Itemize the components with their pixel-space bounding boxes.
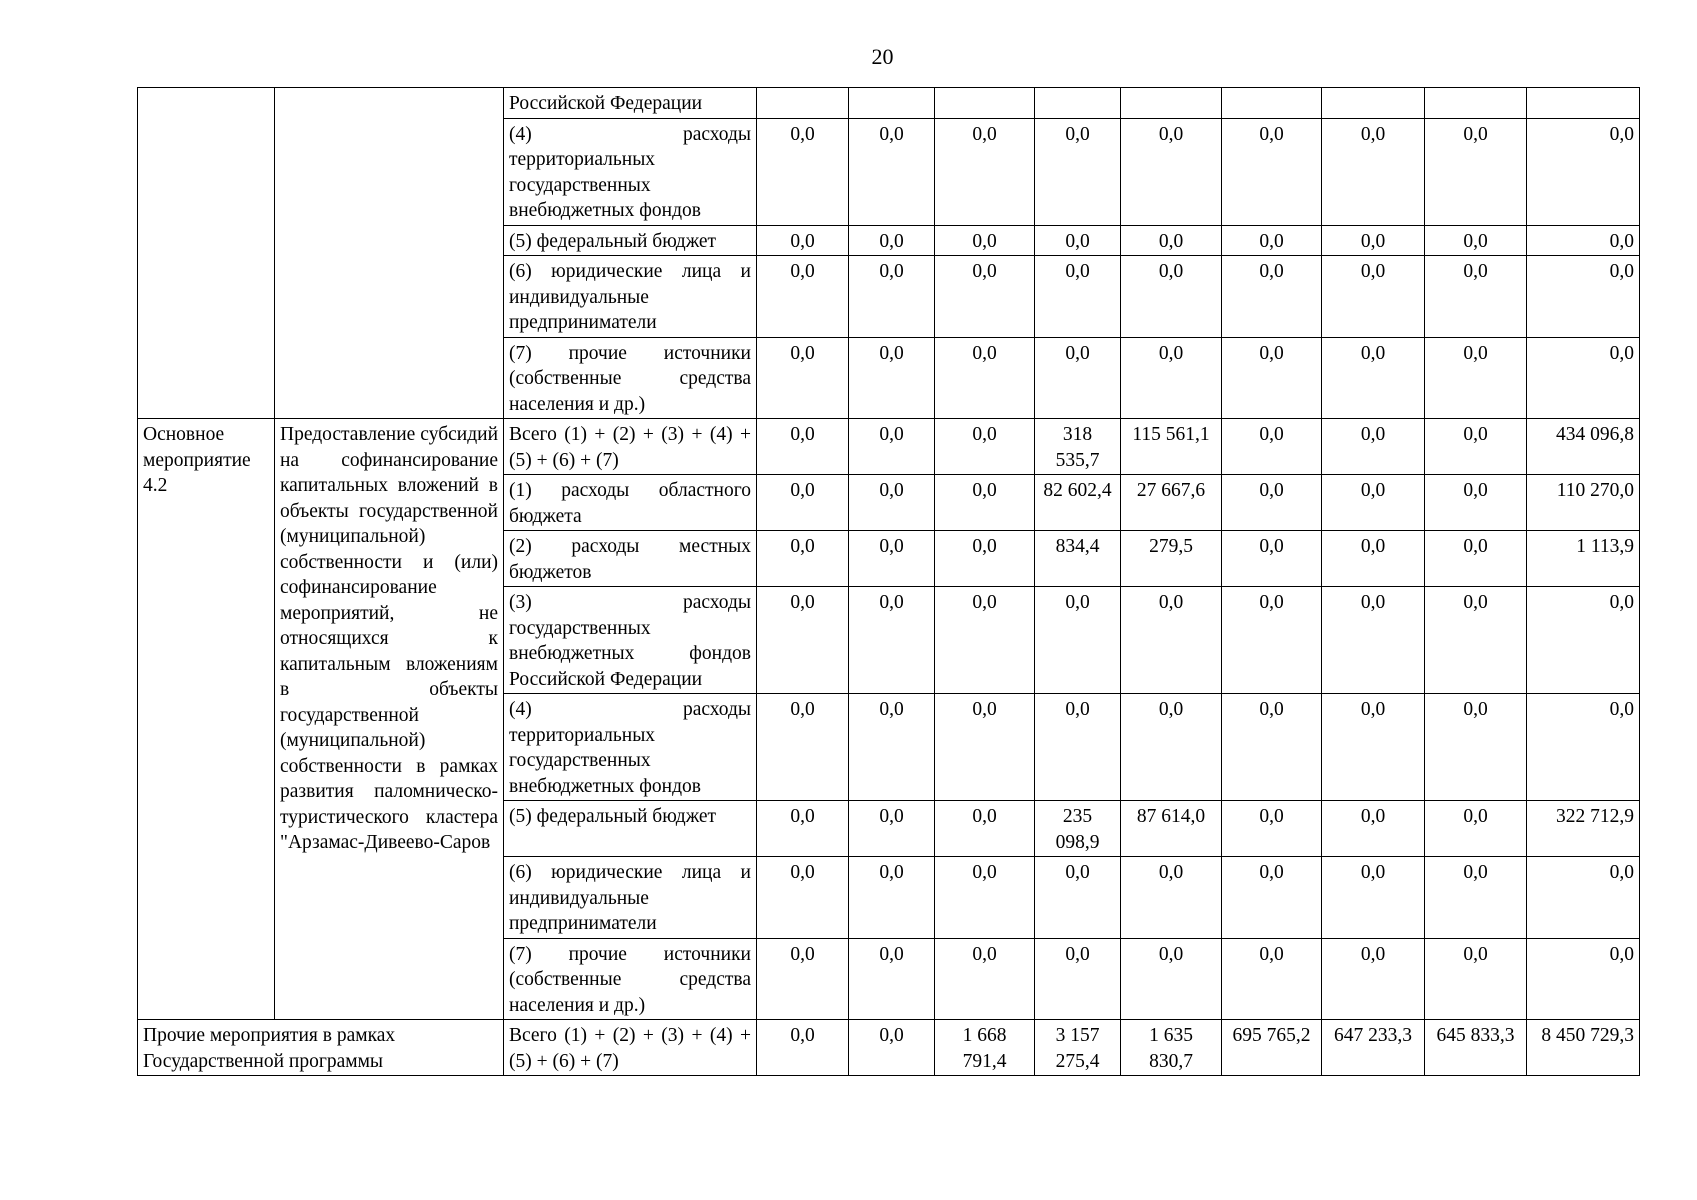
value-cell: 0,0 — [935, 256, 1035, 338]
value-cell: 0,0 — [757, 1020, 849, 1076]
value-cell — [1222, 88, 1322, 119]
value-cell — [935, 88, 1035, 119]
value-cell: 0,0 — [849, 337, 935, 419]
value-cell: 0,0 — [849, 938, 935, 1020]
value-cell: 0,0 — [757, 801, 849, 857]
source-cell: (6) юридические лица и индивидуальные предприниматели — [504, 256, 757, 338]
value-cell: 0,0 — [1035, 587, 1121, 694]
value-cell: 0,0 — [1121, 225, 1222, 256]
value-cell: 82 602,4 — [1035, 475, 1121, 531]
value-cell: 645 833,3 — [1425, 1020, 1527, 1076]
value-cell: 0,0 — [757, 419, 849, 475]
value-cell: 0,0 — [849, 531, 935, 587]
value-cell: 0,0 — [1425, 801, 1527, 857]
value-cell: 87 614,0 — [1121, 801, 1222, 857]
value-cell: 0,0 — [1035, 256, 1121, 338]
value-cell: 110 270,0 — [1527, 475, 1640, 531]
value-cell: 0,0 — [1035, 938, 1121, 1020]
value-cell: 322 712,9 — [1527, 801, 1640, 857]
value-cell: 0,0 — [849, 475, 935, 531]
value-cell: 0,0 — [935, 225, 1035, 256]
source-cell: (2) расходы местных бюджетов — [504, 531, 757, 587]
value-cell: 0,0 — [935, 857, 1035, 939]
value-cell: 834,4 — [1035, 531, 1121, 587]
value-cell: 0,0 — [1425, 531, 1527, 587]
value-cell: 0,0 — [1322, 801, 1425, 857]
value-cell: 0,0 — [1121, 118, 1222, 225]
value-cell: 0,0 — [1425, 857, 1527, 939]
value-cell: 0,0 — [757, 857, 849, 939]
value-cell: 0,0 — [849, 1020, 935, 1076]
value-cell: 8 450 729,3 — [1527, 1020, 1640, 1076]
value-cell: 1 635 830,7 — [1121, 1020, 1222, 1076]
value-cell: 0,0 — [1222, 938, 1322, 1020]
value-cell: 279,5 — [1121, 531, 1222, 587]
value-cell: 0,0 — [849, 256, 935, 338]
source-cell: (7) прочие источники (собственные средства населения и др.) — [504, 337, 757, 419]
value-cell: 0,0 — [1425, 256, 1527, 338]
value-cell: 0,0 — [1035, 118, 1121, 225]
value-cell: 0,0 — [1035, 857, 1121, 939]
table-row — [138, 419, 1640, 475]
value-cell: 0,0 — [1322, 694, 1425, 801]
value-cell: 0,0 — [1222, 587, 1322, 694]
page-number: 20 — [871, 44, 894, 69]
value-cell: 695 765,2 — [1222, 1020, 1322, 1076]
value-cell — [1322, 88, 1425, 119]
table-row-other-events — [138, 1020, 1640, 1076]
value-cell: 0,0 — [1322, 475, 1425, 531]
value-cell: 0,0 — [757, 225, 849, 256]
value-cell: 0,0 — [1222, 256, 1322, 338]
value-cell — [1035, 88, 1121, 119]
value-cell: 0,0 — [1527, 256, 1640, 338]
value-cell — [757, 88, 849, 119]
value-cell: 0,0 — [1121, 938, 1222, 1020]
value-cell: 0,0 — [1121, 587, 1222, 694]
value-cell: 0,0 — [1322, 938, 1425, 1020]
value-cell: 115 561,1 — [1121, 419, 1222, 475]
value-cell: 0,0 — [1222, 118, 1322, 225]
value-cell: 0,0 — [1425, 475, 1527, 531]
value-cell: 0,0 — [1121, 337, 1222, 419]
value-cell: 235 098,9 — [1035, 801, 1121, 857]
event-cell-continued — [138, 88, 275, 419]
value-cell: 0,0 — [1425, 225, 1527, 256]
value-cell: 0,0 — [757, 475, 849, 531]
value-cell: 318 535,7 — [1035, 419, 1121, 475]
value-cell: 0,0 — [849, 225, 935, 256]
value-cell: 0,0 — [1527, 857, 1640, 939]
value-cell: 0,0 — [1035, 225, 1121, 256]
value-cell: 0,0 — [1222, 337, 1322, 419]
value-cell: 1 668 791,4 — [935, 1020, 1035, 1076]
value-cell: 0,0 — [1527, 587, 1640, 694]
value-cell: 0,0 — [1425, 587, 1527, 694]
value-cell: 0,0 — [1527, 225, 1640, 256]
value-cell — [1527, 88, 1640, 119]
value-cell: 0,0 — [1222, 419, 1322, 475]
value-cell: 0,0 — [1035, 694, 1121, 801]
value-cell: 0,0 — [935, 801, 1035, 857]
value-cell: 0,0 — [1222, 694, 1322, 801]
value-cell: 0,0 — [1527, 118, 1640, 225]
value-cell: 0,0 — [1322, 857, 1425, 939]
value-cell: 0,0 — [757, 694, 849, 801]
value-cell: 0,0 — [935, 531, 1035, 587]
value-cell: 0,0 — [757, 118, 849, 225]
value-cell: 0,0 — [1222, 801, 1322, 857]
value-cell: 0,0 — [1425, 938, 1527, 1020]
value-cell: 0,0 — [1322, 419, 1425, 475]
value-cell: 0,0 — [1121, 256, 1222, 338]
value-cell: 0,0 — [1035, 337, 1121, 419]
source-cell: (3) расходы государственных внебюджетных фондов Российской Федерации — [504, 587, 757, 694]
value-cell: 0,0 — [1425, 118, 1527, 225]
value-cell: 0,0 — [1322, 118, 1425, 225]
source-cell: (5) федеральный бюджет — [504, 225, 757, 256]
source-cell: (4) расходы территориальных государственных внебюджетных фондов — [504, 118, 757, 225]
value-cell: 0,0 — [757, 531, 849, 587]
value-cell: 0,0 — [935, 337, 1035, 419]
value-cell: 0,0 — [1222, 531, 1322, 587]
value-cell: 0,0 — [1322, 225, 1425, 256]
value-cell: 0,0 — [1222, 225, 1322, 256]
value-cell — [849, 88, 935, 119]
value-cell: 0,0 — [1425, 419, 1527, 475]
value-cell: 0,0 — [1121, 694, 1222, 801]
value-cell: 0,0 — [1527, 337, 1640, 419]
value-cell: 0,0 — [935, 475, 1035, 531]
value-cell: 0,0 — [1322, 531, 1425, 587]
table-row — [138, 88, 1640, 119]
value-cell: 0,0 — [757, 938, 849, 1020]
value-cell: 434 096,8 — [1527, 419, 1640, 475]
value-cell — [1121, 88, 1222, 119]
source-cell: Всего (1) + (2) + (3) + (4) + (5) + (6) + (7) — [504, 1020, 757, 1076]
source-cell: (5) федеральный бюджет — [504, 801, 757, 857]
value-cell: 0,0 — [849, 857, 935, 939]
source-cell: Российской Федерации — [504, 88, 757, 119]
value-cell: 0,0 — [1527, 694, 1640, 801]
value-cell: 0,0 — [1322, 587, 1425, 694]
value-cell: 647 233,3 — [1322, 1020, 1425, 1076]
source-cell: (7) прочие источники (собственные средства населения и др.) — [504, 938, 757, 1020]
value-cell: 0,0 — [849, 694, 935, 801]
value-cell: 3 157 275,4 — [1035, 1020, 1121, 1076]
value-cell: 0,0 — [849, 419, 935, 475]
value-cell: 0,0 — [1322, 256, 1425, 338]
value-cell: 0,0 — [935, 938, 1035, 1020]
value-cell: 0,0 — [849, 801, 935, 857]
source-cell: (1) расходы областного бюджета — [504, 475, 757, 531]
value-cell: 1 113,9 — [1527, 531, 1640, 587]
value-cell: 0,0 — [1121, 857, 1222, 939]
source-cell: (6) юридические лица и индивидуальные предприниматели — [504, 857, 757, 939]
value-cell: 0,0 — [1527, 938, 1640, 1020]
value-cell — [1425, 88, 1527, 119]
value-cell: 0,0 — [935, 587, 1035, 694]
value-cell: 0,0 — [849, 118, 935, 225]
value-cell: 0,0 — [757, 337, 849, 419]
value-cell: 27 667,6 — [1121, 475, 1222, 531]
source-cell: Всего (1) + (2) + (3) + (4) + (5) + (6) + (7) — [504, 419, 757, 475]
value-cell: 0,0 — [935, 118, 1035, 225]
value-cell: 0,0 — [1222, 475, 1322, 531]
budget-table — [137, 87, 1640, 1076]
value-cell: 0,0 — [1322, 337, 1425, 419]
event-name-cell: Основное мероприятие 4.2 — [138, 419, 275, 1020]
event-description-cell: Предоставление субсидий на софинансирование капитальных вложений в объекты государственной (муниципальной) собственности и (или) софинансирование мероприятий, не относящихся к капитальным вложениям в объекты государственной (муниципальной) собственности в рамках развития паломническо-туристического кластера "Арзамас-Дивеево-Саров — [275, 419, 504, 1020]
value-cell: 0,0 — [935, 419, 1035, 475]
value-cell: 0,0 — [849, 587, 935, 694]
source-cell: (4) расходы территориальных государственных внебюджетных фондов — [504, 694, 757, 801]
value-cell: 0,0 — [935, 694, 1035, 801]
value-cell: 0,0 — [757, 587, 849, 694]
other-events-label: Прочие мероприятия в рамках Государственной программы — [138, 1020, 504, 1076]
value-cell: 0,0 — [1222, 857, 1322, 939]
value-cell: 0,0 — [757, 256, 849, 338]
description-cell-continued — [275, 88, 504, 419]
value-cell: 0,0 — [1425, 694, 1527, 801]
value-cell: 0,0 — [1425, 337, 1527, 419]
